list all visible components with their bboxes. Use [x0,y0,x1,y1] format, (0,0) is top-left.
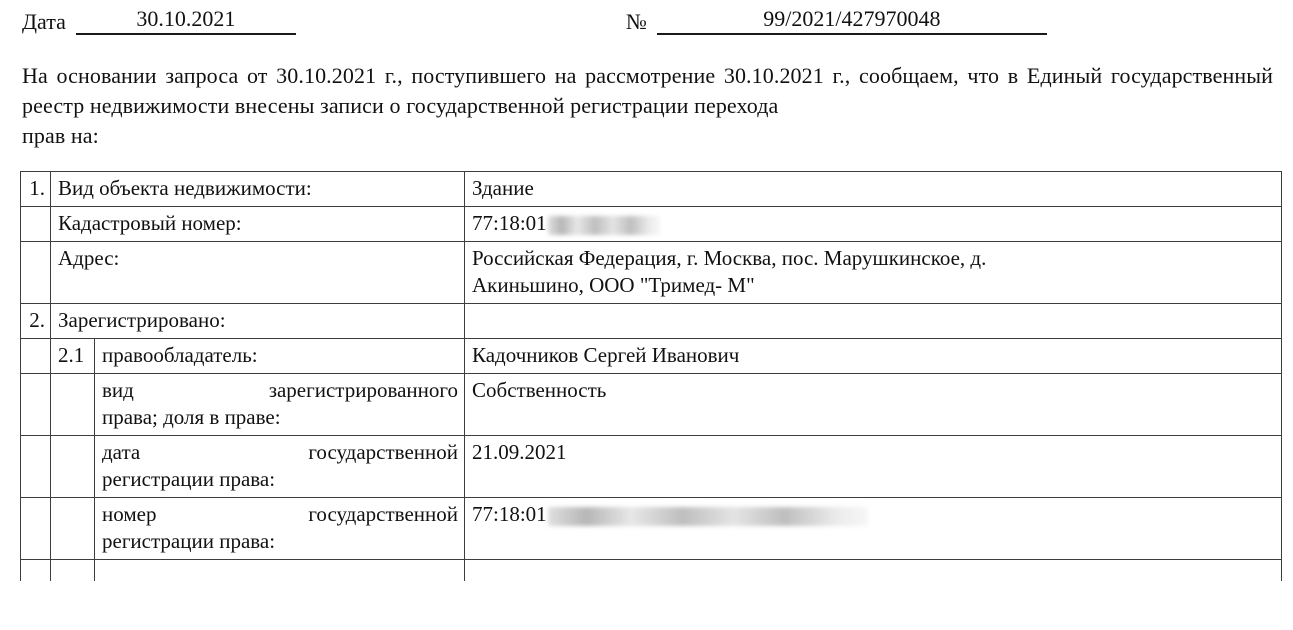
row-number: 2. [21,304,51,339]
row-number [21,498,51,560]
table-row [21,339,1282,374]
row-value: Кадочников Сергей Иванович [465,339,1282,374]
row-label-line2: права; доля в праве: [102,405,281,429]
row-label-word2: государственной [308,502,458,526]
table-row [21,207,1282,242]
row-label-word1: дата [102,440,141,464]
row-label-word1: номер [102,502,157,526]
row-number [21,339,51,374]
address-line2: Акиньшино, ООО "Тримед- М" [472,273,755,297]
redaction-block [548,216,660,235]
row-number: 1. [21,172,51,207]
row-value: Здание [465,172,1282,207]
table-row [21,374,1282,436]
row-value [465,560,1282,582]
row-label-line1 [102,377,458,404]
row-value [465,207,1282,242]
number-value: 99/2021/427970048 [657,6,1047,35]
registration-table [20,171,1282,581]
row-label-line2: регистрации права: [102,467,276,491]
table-row [21,242,1282,304]
row-subnumber [51,374,95,436]
row-subnumber [51,498,95,560]
row-label [95,560,465,582]
document-header [0,0,1293,35]
row-number [21,207,51,242]
row-subnumber: 2.1 [51,339,95,374]
row-value [465,498,1282,560]
row-label-word2: зарегистрированного [268,378,458,402]
date-label: Дата [22,9,66,34]
intro-text: На основании запроса от 30.10.2021 г., поступившего на рассмотрение 30.10.2021 г., сообщаем, что в Единый государственный реестр недвижимости внесены записи о государственной регистрации перехода [22,63,1273,118]
row-label-line2: регистрации права: [102,529,276,553]
row-subnumber [51,560,95,582]
table-row-cutoff [21,560,1282,582]
address-line1: Российская Федерация, г. Москва, пос. Марушкинское, д. [472,246,987,270]
date-value: 30.10.2021 [76,6,296,35]
table-row [21,172,1282,207]
row-label-line1 [102,501,458,528]
redaction-block [548,507,868,526]
row-label [95,498,465,560]
row-number [21,242,51,304]
row-label: правообладатель: [95,339,465,374]
row-label [95,374,465,436]
table-row [21,498,1282,560]
row-label: Адрес: [51,242,465,304]
row-label: Вид объекта недвижимости: [51,172,465,207]
row-value [465,304,1282,339]
row-value: 21.09.2021 [465,436,1282,498]
row-number [21,560,51,582]
row-subnumber [51,436,95,498]
row-label-word1: вид [102,378,134,402]
registration-number-value: 77:18:01 [472,502,547,526]
row-label: Зарегистрировано: [51,304,465,339]
intro-last-line: прав на: [22,123,99,148]
row-number [21,436,51,498]
row-value: Собственность [465,374,1282,436]
row-label [95,436,465,498]
cadastral-number-value: 77:18:01 [472,211,547,235]
row-value [465,242,1282,304]
row-label: Кадастровый номер: [51,207,465,242]
row-label-word2: государственной [308,440,458,464]
row-number [21,374,51,436]
number-label: № [625,9,647,34]
table-row [21,436,1282,498]
row-label-line1 [102,439,458,466]
table-row [21,304,1282,339]
intro-paragraph [22,61,1273,151]
